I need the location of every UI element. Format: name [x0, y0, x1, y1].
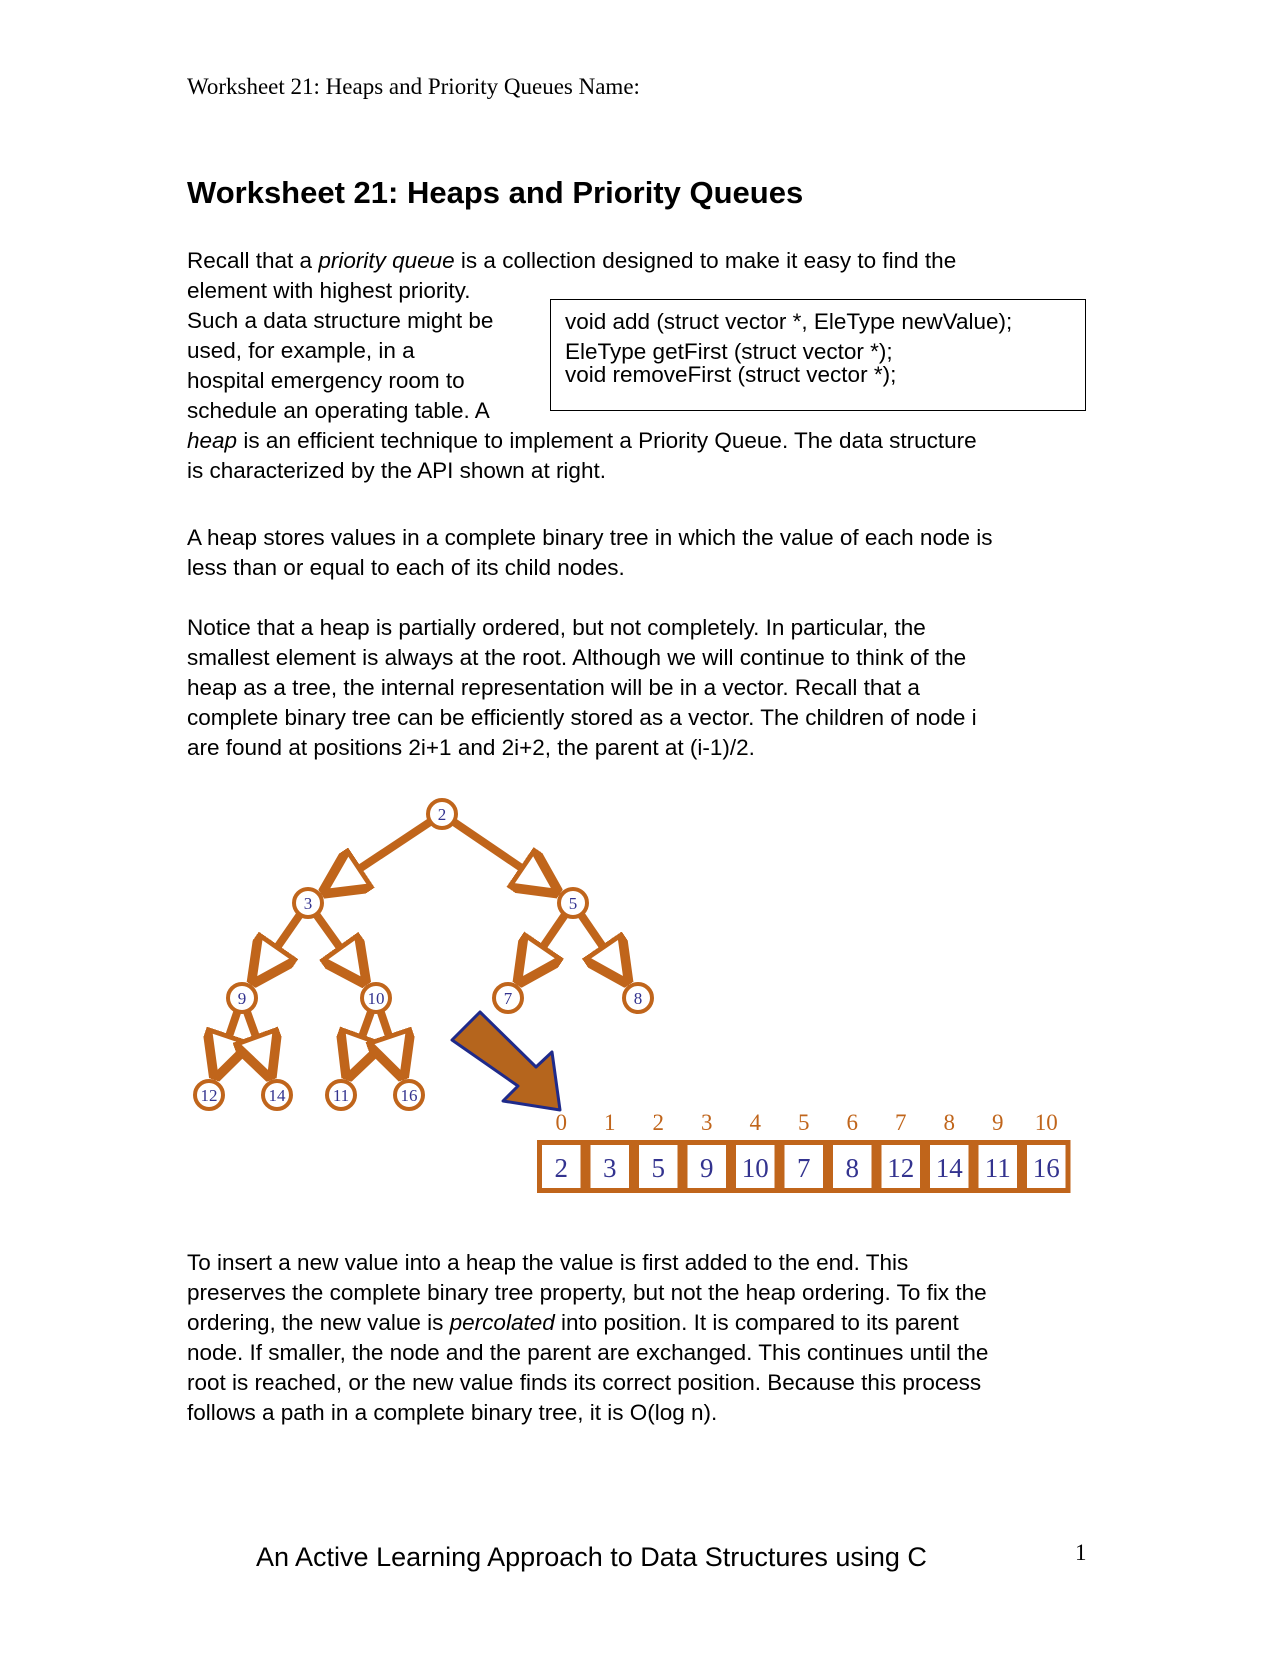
- array-value: 2: [554, 1153, 568, 1183]
- array-value: 16: [1032, 1153, 1060, 1183]
- tree-node-label: 9: [237, 989, 247, 1008]
- array-value: 5: [651, 1153, 665, 1183]
- term-heap: heap: [187, 428, 238, 453]
- array-index: 2: [652, 1110, 664, 1135]
- tree-edge: [581, 915, 622, 975]
- heap-definition-paragraph: A heap stores values in a complete binary tree in which the value of each node is less than or equal to each of its child nodes.: [187, 525, 993, 580]
- tree-node-label: 12: [200, 1086, 218, 1105]
- page-number: 1: [1075, 1540, 1087, 1565]
- tree-edge: [381, 1011, 400, 1068]
- tree-edge: [331, 822, 430, 888]
- partial-order-paragraph: Notice that a heap is partially ordered, but not completely. In particular, the smallest element is always at the root. Although we will continue to think of the heap as a tree, the internal representation will be in a vector. Recall that a complete binary tree can be efficiently stored as a vector. The children of node i are found at positions 2i+1 and 2i+2, the parent at (i-1)/2.: [187, 615, 977, 760]
- tree-node-label: 5: [568, 894, 578, 913]
- tree-node-label: 14: [268, 1086, 286, 1105]
- array-value: 10: [741, 1153, 769, 1183]
- array-value: 12: [887, 1153, 915, 1183]
- insert-paragraph: To insert a new value into a heap the value is first added to the end. This preserves the complete binary tree property, but not the heap ordering. To fix the ordering, the new value is percolated into position. It is compared to its parent node. If smaller, the node and the parent are exchanged. This continues until the root is reached, or the new value finds its correct position. Because this process follows a path in a complete binary tree, it is O(log n).: [187, 1250, 989, 1425]
- footer-text: An Active Learning Approach to Data Structures using C: [256, 1542, 927, 1572]
- tree-edge: [316, 914, 360, 975]
- tree-node: [395, 1081, 423, 1109]
- tree-edge: [247, 1011, 268, 1068]
- tree-node: [263, 1081, 291, 1109]
- tree-edge: [454, 822, 550, 887]
- tree-edges: [218, 822, 622, 1069]
- tree-node-label: 7: [503, 989, 513, 1008]
- tree-edge: [218, 1011, 237, 1068]
- tree-node: [559, 889, 587, 917]
- tree-node: [494, 984, 522, 1012]
- heap-array: [537, 1110, 1071, 1193]
- page-title: Worksheet 21: Heaps and Priority Queues: [187, 175, 804, 210]
- api-line: EleType getFirst (struct vector *);: [565, 339, 893, 364]
- array-index: 5: [798, 1110, 810, 1135]
- array-index: 9: [992, 1110, 1004, 1135]
- tree-node: [362, 984, 390, 1012]
- array-value: 3: [603, 1153, 617, 1183]
- array-index: 0: [555, 1110, 567, 1135]
- api-line: void removeFirst (struct vector *);: [565, 362, 897, 387]
- tree-node-label: 3: [303, 894, 313, 913]
- tree-node: [624, 984, 652, 1012]
- api-line: void add (struct vector *, EleType newValue);: [565, 309, 1013, 334]
- tree-node-label: 10: [367, 989, 385, 1008]
- intro-paragraph: Recall that a priority queue is a collection designed to make it easy to find the element with highest priority. Such a data structure might be used, for example, in a hospital emergency room to schedule an operating table. A heap is an efficient technique to implement a Priority Queue. The data structure is characterized by the API shown at right.: [187, 248, 977, 483]
- term-priority-queue: priority queue: [318, 248, 455, 273]
- tree-node: [195, 1081, 223, 1109]
- array-value: 11: [984, 1153, 1011, 1183]
- array-value: 9: [700, 1153, 714, 1183]
- array-index: 1: [604, 1110, 616, 1135]
- term-percolated: percolated: [449, 1310, 555, 1335]
- tree-edge: [351, 1011, 372, 1068]
- tree-node-label: 8: [633, 989, 643, 1008]
- tree-node-label: 16: [400, 1086, 418, 1105]
- tree-node: [294, 889, 322, 917]
- running-header: Worksheet 21: Heaps and Priority Queues Name:: [187, 74, 640, 99]
- transform-arrow: [452, 1012, 560, 1110]
- array-value: 8: [845, 1153, 859, 1183]
- tree-node: [228, 984, 256, 1012]
- tree-node-label: 2: [437, 805, 447, 824]
- tree-edge: [524, 915, 565, 975]
- array-index: 8: [943, 1110, 955, 1135]
- tree-node-label: 11: [332, 1086, 350, 1105]
- array-value: 14: [935, 1153, 963, 1183]
- array-index: 10: [1034, 1110, 1058, 1135]
- array-index: 7: [895, 1110, 907, 1135]
- tree-edge: [258, 914, 300, 975]
- array-index: 4: [749, 1110, 761, 1135]
- tree-node: [428, 800, 456, 828]
- array-index: 3: [701, 1110, 713, 1135]
- array-value: 7: [797, 1153, 811, 1183]
- tree-node: [327, 1081, 355, 1109]
- array-index: 6: [846, 1110, 858, 1135]
